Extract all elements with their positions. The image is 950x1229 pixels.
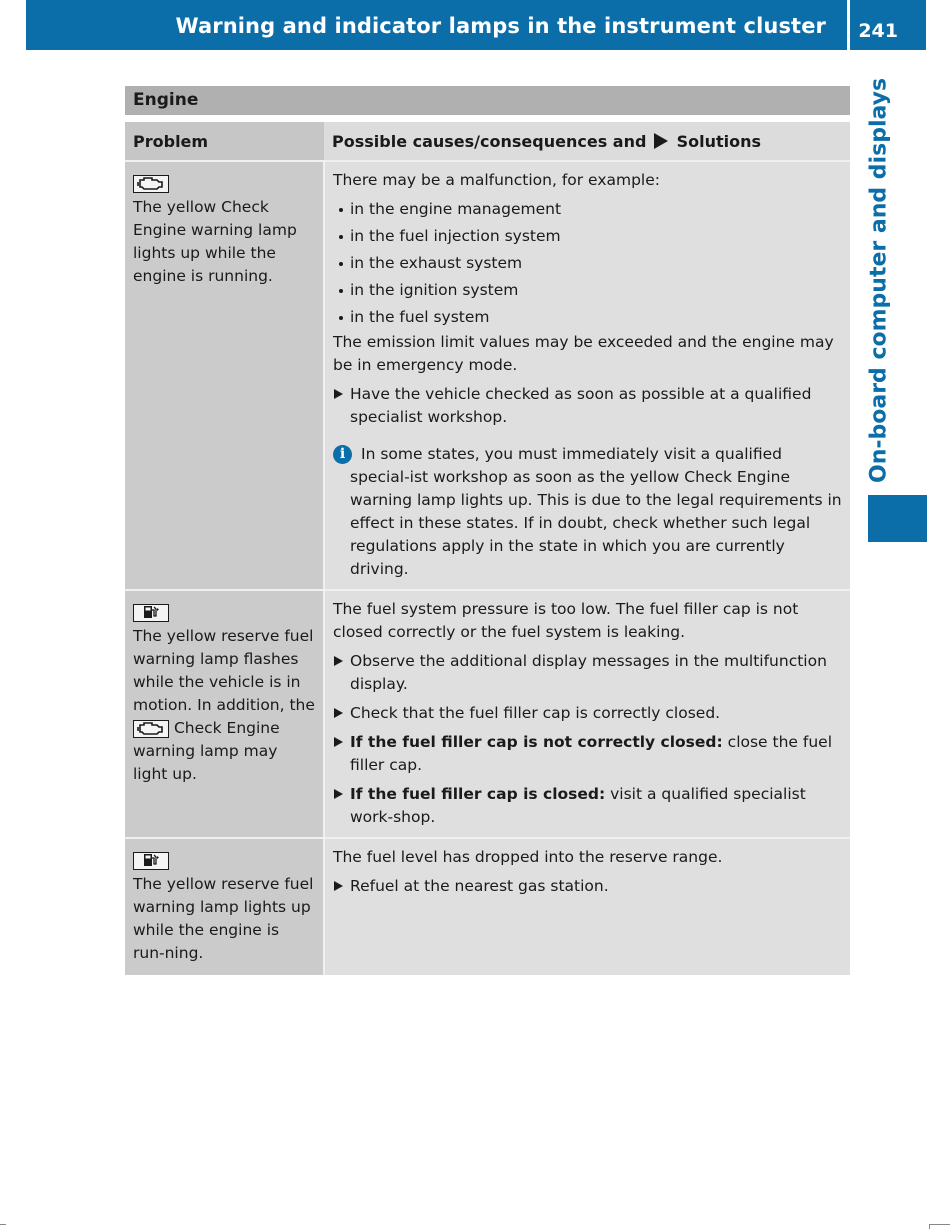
page-number: 241 [858,20,898,42]
fuel-pump-icon [133,604,169,622]
solution-cell [324,838,850,975]
crop-mark [929,1224,950,1229]
cause-intro: The fuel system pressure is too low. The fuel filler cap is not closed correctly or the fuel system is leaking. [333,600,799,641]
column-header-solutions-prefix: Possible causes/consequences and [332,131,647,151]
solution-cell [324,590,850,838]
problem-cell [125,161,324,590]
table-row [125,161,850,590]
problem-description: The yellow reserve fuel warning lamp lights up while the engine is run-ning. [133,875,314,962]
solution-step-text: Have the vehicle checked as soon as possible at a qualified specialist workshop. [350,385,812,426]
solution-step [333,702,842,725]
solution-step-text: Observe the additional display messages in the multifunction display. [350,652,827,693]
header-title: Warning and indicator lamps in the instrument cluster [175,14,826,38]
page-header [26,0,926,50]
cause-intro: There may be a malfunction, for example: [333,171,660,189]
triangle-right-icon [334,708,343,718]
solution-step-text: Refuel at the nearest gas station. [350,877,609,895]
solution-step-condition: If the fuel filler cap is not correctly closed: [350,733,723,751]
table-row [125,838,850,975]
triangle-right-icon [334,389,343,399]
fuel-pump-icon [133,852,169,870]
problem-cell [125,590,324,838]
check-engine-icon [133,720,169,738]
causes-table [125,122,850,975]
solution-step [333,731,842,777]
solution-step [333,783,842,829]
table-header-row [125,122,850,161]
problem-description [133,625,315,786]
list-item: in the fuel injection system [333,223,842,250]
list-item: in the ignition system [333,277,842,304]
triangle-right-icon [334,737,343,747]
crop-mark [0,1224,6,1229]
solution-step-text: Check that the fuel filler cap is correctly closed. [350,704,721,722]
info-note-text: In some states, you must immediately visit a qualified special-ist workshop as soon as the yellow Check Engine warning lamp lights up. This is due to the legal requirements in effect in these states. If in doubt, check whether such legal regulations apply in the state in which you are currently driving. [350,445,842,578]
cause-list [333,196,842,331]
solution-step-condition: If the fuel filler cap is closed: [350,785,606,803]
check-engine-icon [133,175,169,193]
column-header-problem: Problem [125,122,324,161]
solution-step [333,383,842,429]
problem-cell [125,838,324,975]
chapter-tab-marker [868,495,927,542]
solution-step-text: close the fuel filler cap. [350,733,833,774]
info-note [333,443,842,581]
section-title: Engine [125,86,850,115]
solution-step [333,875,842,898]
chapter-title: On-board computer and displays [866,77,892,483]
list-item: in the engine management [333,196,842,223]
triangle-right-icon [334,656,343,666]
header-divider [847,0,850,50]
triangle-right-icon [654,133,668,149]
solution-step [333,650,842,696]
list-item: in the exhaust system [333,250,842,277]
column-header-solutions-suffix: Solutions [676,131,762,151]
consequence-text: The emission limit values may be exceeded and the engine may be in emergency mode. [333,333,834,374]
list-item: in the fuel system [333,304,842,331]
problem-description: The yellow Check Engine warning lamp lights up while the engine is running. [133,198,297,285]
problem-text-before: The yellow reserve fuel warning lamp flashes while the vehicle is in motion. In addition, the [133,627,315,714]
triangle-right-icon [334,881,343,891]
info-icon: i [333,445,352,464]
column-header-solutions [324,122,850,161]
triangle-right-icon [334,789,343,799]
problem-text-after: Check Engine warning lamp may light up. [133,719,280,783]
table-row [125,590,850,838]
solution-cell [324,161,850,590]
solution-step-text: visit a qualified specialist work-shop. [350,785,806,826]
cause-intro: The fuel level has dropped into the reserve range. [333,848,723,866]
